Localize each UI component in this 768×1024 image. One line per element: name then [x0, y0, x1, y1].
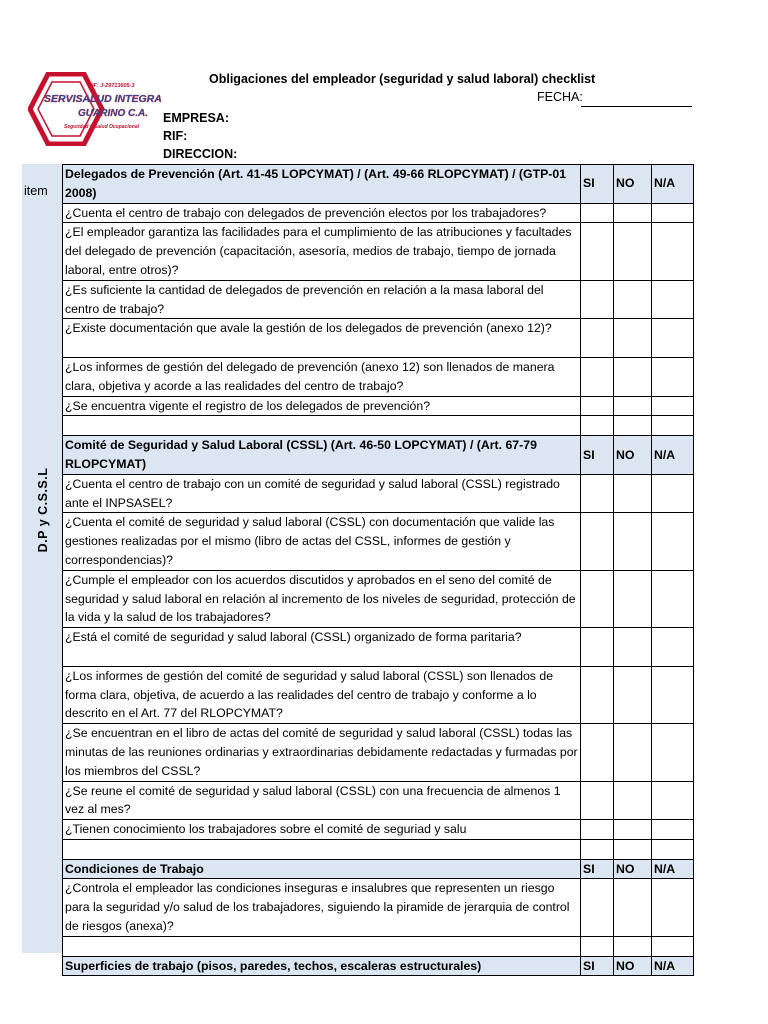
si-cell[interactable]: [581, 357, 614, 396]
no-cell[interactable]: [614, 396, 652, 416]
fecha-field-line[interactable]: [581, 106, 692, 107]
si-cell[interactable]: [581, 724, 614, 781]
section-header-row: [63, 436, 694, 475]
question-text: ¿Se reune el comité de seguridad y salud laboral (CSSL) con una frecuencia de almenos 1 vez al mes?: [63, 781, 581, 820]
na-cell[interactable]: [652, 570, 694, 627]
no-cell[interactable]: [614, 513, 652, 570]
no-cell[interactable]: [614, 666, 652, 723]
section-title: Condiciones de Trabajo: [63, 859, 581, 879]
question-text: ¿Es suficiente la cantidad de delegados de prevención en relación a la masa laboral del centro de trabajo?: [63, 280, 581, 319]
section-title: Delegados de Prevención (Art. 41-45 LOPCYMAT) / (Art. 49-66 RLOPCYMAT) / (GTP-01 2008): [63, 165, 581, 204]
item-label: item: [24, 184, 48, 198]
question-row: [63, 879, 694, 936]
na-cell[interactable]: [652, 396, 694, 416]
si-column-header: SI: [581, 956, 614, 976]
question-row: [63, 280, 694, 319]
question-text: ¿Está el comité de seguridad y salud laboral (CSSL) organizado de forma paritaria?: [63, 628, 581, 667]
question-row: [63, 820, 694, 840]
question-row: [63, 396, 694, 416]
no-column-header: NO: [614, 165, 652, 204]
section-vertical-label: D.P y C.S.S.L: [36, 467, 50, 553]
rif-label: RIF:: [163, 129, 188, 143]
logo-tagline: Seguridad y Salud Ocupacional: [64, 124, 140, 130]
na-cell[interactable]: [652, 357, 694, 396]
blank-row: [63, 416, 694, 436]
no-cell[interactable]: [614, 820, 652, 840]
no-cell[interactable]: [614, 203, 652, 223]
na-cell[interactable]: [652, 474, 694, 513]
na-cell[interactable]: [652, 781, 694, 820]
na-cell[interactable]: [652, 666, 694, 723]
si-cell[interactable]: [581, 319, 614, 358]
na-column-header: N/A: [652, 956, 694, 976]
na-cell[interactable]: [652, 203, 694, 223]
si-cell[interactable]: [581, 280, 614, 319]
na-cell[interactable]: [652, 879, 694, 936]
no-cell[interactable]: [614, 570, 652, 627]
question-row: [63, 474, 694, 513]
si-cell[interactable]: [581, 223, 614, 280]
question-text: ¿Cuenta el centro de trabajo con delegados de prevención electos por los trabajadores?: [63, 203, 581, 223]
question-row: [63, 319, 694, 358]
direccion-label: DIRECCION:: [163, 147, 238, 161]
si-column-header: SI: [581, 436, 614, 475]
no-cell[interactable]: [614, 724, 652, 781]
question-text: ¿Los informes de gestión del delegado de prevención (anexo 12) son llenados de manera clara, objetiva y acorde a las realidades del centro de trabajo?: [63, 357, 581, 396]
section-header-row: [63, 165, 694, 204]
question-row: [63, 724, 694, 781]
no-cell[interactable]: [614, 319, 652, 358]
na-cell[interactable]: [652, 319, 694, 358]
logo-name-line2: GUARINO C.A.: [78, 108, 148, 119]
logo-rif: RIF: J-29713605-3: [88, 83, 135, 89]
document-title: Obligaciones del empleador (seguridad y salud laboral) checklist: [209, 72, 596, 86]
si-cell[interactable]: [581, 820, 614, 840]
no-cell[interactable]: [614, 879, 652, 936]
si-cell[interactable]: [581, 513, 614, 570]
na-column-header: N/A: [652, 165, 694, 204]
no-cell[interactable]: [614, 280, 652, 319]
section-title: Superficies de trabajo (pisos, paredes, techos, escaleras estructurales): [63, 956, 581, 976]
section-header-row: [63, 956, 694, 976]
logo-hexagon-icon: [28, 72, 162, 146]
question-row: [63, 628, 694, 667]
question-row: [63, 357, 694, 396]
question-text: ¿El empleador garantiza las facilidades para el cumplimiento de las atribuciones y facultades del delegado de prevención (capacitación, asesoría, medios de trabajo, tiempo de jornada laboral, entre otros)?: [63, 223, 581, 280]
na-column-header: N/A: [652, 436, 694, 475]
na-cell[interactable]: [652, 513, 694, 570]
question-row: [63, 781, 694, 820]
empresa-label: EMPRESA:: [163, 111, 229, 125]
question-text: ¿Tienen conocimiento los trabajadores sobre el comité de seguriad y salu: [63, 820, 581, 840]
question-text: ¿Cuenta el centro de trabajo con un comité de seguridad y salud laboral (CSSL) registrado ante el INPSASEL?: [63, 474, 581, 513]
si-column-header: SI: [581, 165, 614, 204]
section-header-row: [63, 859, 694, 879]
si-cell[interactable]: [581, 396, 614, 416]
no-column-header: NO: [614, 436, 652, 475]
blank-row: [63, 936, 694, 956]
no-column-header: NO: [614, 956, 652, 976]
question-text: ¿Controla el empleador las condiciones inseguras e insalubres que representen un riesgo para la seguridad y/o salud de los trabajadores, siguiendo la piramide de jerarquia de control de riesgos (anexa)?: [63, 879, 581, 936]
question-text: ¿Se encuentra vigente el registro de los delegados de prevención?: [63, 396, 581, 416]
na-cell[interactable]: [652, 223, 694, 280]
na-column-header: N/A: [652, 859, 694, 879]
no-cell[interactable]: [614, 223, 652, 280]
question-row: [63, 513, 694, 570]
question-row: [63, 570, 694, 627]
na-cell[interactable]: [652, 820, 694, 840]
question-text: ¿Cuenta el comité de seguridad y salud laboral (CSSL) con documentación que valide las gestiones realizadas por el mismo (libro de actas del CSSL, informes de gestión y correspondencias)?: [63, 513, 581, 570]
section-title: Comité de Seguridad y Salud Laboral (CSSL) (Art. 46-50 LOPCYMAT) / (Art. 67-79 RLOPCYMAT): [63, 436, 581, 475]
no-cell[interactable]: [614, 781, 652, 820]
si-cell[interactable]: [581, 203, 614, 223]
question-text: ¿Cumple el empleador con los acuerdos discutidos y aprobados en el seno del comité de seguridad y salud laboral en relación al incremento de los niveles de seguridad, protección de la vida y la salud de los trabajadores?: [63, 570, 581, 627]
checklist-table: [62, 164, 694, 976]
si-column-header: SI: [581, 859, 614, 879]
no-cell[interactable]: [614, 357, 652, 396]
si-cell[interactable]: [581, 781, 614, 820]
question-row: [63, 666, 694, 723]
company-logo: [28, 72, 162, 146]
si-cell[interactable]: [581, 666, 614, 723]
blank-row: [63, 839, 694, 859]
si-cell[interactable]: [581, 879, 614, 936]
question-text: ¿Se encuentran en el libro de actas del comité de seguridad y salud laboral (CSSL) todas las minutas de las reuniones ordinarias y extraordinarias debidamente redactadas y furmadas por los miembros del CSSL?: [63, 724, 581, 781]
na-cell[interactable]: [652, 280, 694, 319]
logo-name-line1: SERVISALUD INTEGRAL: [44, 93, 162, 105]
side-column: [22, 164, 63, 953]
si-cell[interactable]: [581, 628, 614, 667]
question-row: [63, 203, 694, 223]
no-column-header: NO: [614, 859, 652, 879]
question-row: [63, 223, 694, 280]
na-cell[interactable]: [652, 724, 694, 781]
no-cell[interactable]: [614, 628, 652, 667]
question-text: ¿Los informes de gestión del comité de seguridad y salud laboral (CSSL) son llenados de forma clara, objetiva, de acuerdo a las realidades del centro de trabajo y conforme a lo descrito en el Art. 77 del RLOPCYMAT?: [63, 666, 581, 723]
fecha-label: FECHA:: [537, 90, 583, 104]
no-cell[interactable]: [614, 474, 652, 513]
question-text: ¿Existe documentación que avale la gestión de los delegados de prevención (anexo 12)?: [63, 319, 581, 358]
na-cell[interactable]: [652, 628, 694, 667]
si-cell[interactable]: [581, 474, 614, 513]
si-cell[interactable]: [581, 570, 614, 627]
